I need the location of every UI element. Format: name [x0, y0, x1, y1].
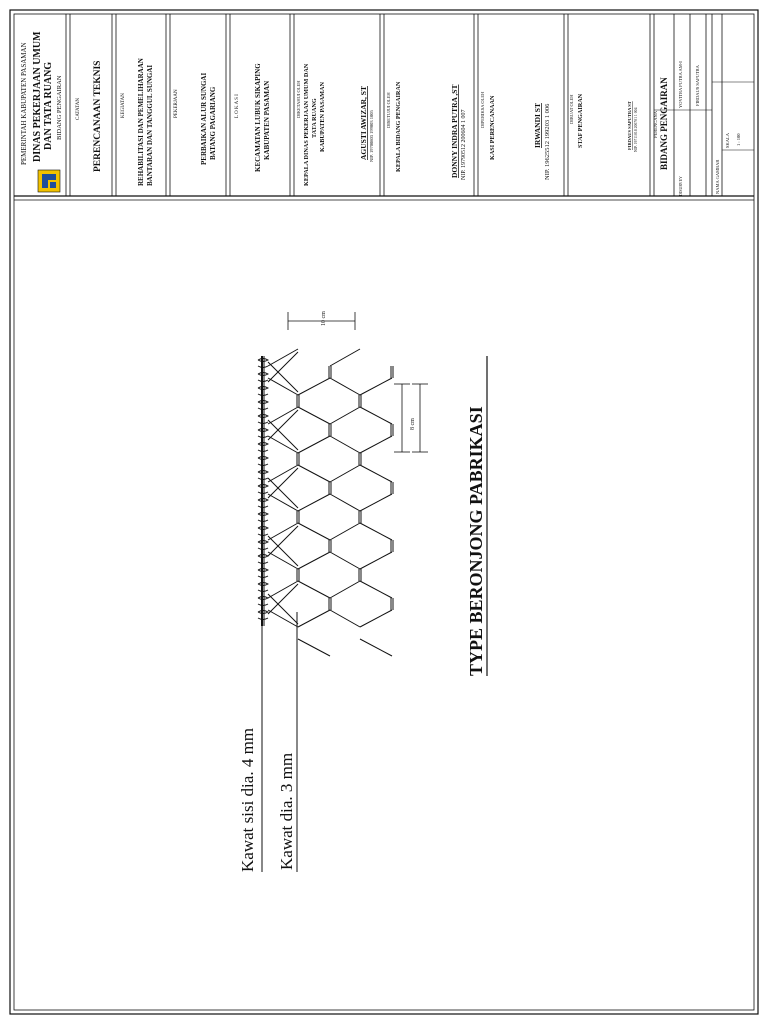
mesh-wire	[360, 494, 392, 511]
checked-name: IRWANDI ST	[533, 103, 542, 148]
dimension-mesh-width	[394, 384, 428, 452]
agreed-label: DISETUJUI OLEH	[386, 92, 391, 128]
mesh-wire	[298, 378, 330, 395]
made-title: STAF PENGAIRAN	[577, 93, 584, 148]
mesh-wire	[360, 378, 392, 395]
scale-label: SKALA	[725, 132, 730, 148]
gabion-mesh	[258, 349, 393, 656]
mesh-wire	[360, 407, 392, 424]
agency-name-line1: DINAS PEKERJAAN UMUM	[32, 31, 43, 162]
mesh-wire	[330, 378, 360, 395]
government-name: PEMERINTAH KABUPATEN PASAMAN	[20, 42, 28, 165]
mesh-wire	[298, 465, 330, 482]
mesh-wire	[360, 465, 392, 482]
mesh-wire	[268, 436, 298, 453]
caption-label: CATATAN	[76, 98, 81, 120]
made-label: DIBUAT OLEH	[569, 94, 574, 124]
planner-value: BIDANG PENGAIRAN	[659, 77, 669, 170]
mesh-wire	[268, 465, 298, 482]
made-name: FIRDAUS SAPUTRA ST	[627, 101, 632, 150]
work-label: PEKERJAAN	[174, 89, 179, 118]
agency-name-line2: DAN TATA RUANG	[43, 61, 54, 150]
mesh-wire	[268, 494, 298, 511]
mesh-wire	[298, 610, 330, 627]
mesh-wire	[298, 581, 330, 598]
mesh-wire	[330, 610, 360, 627]
mesh-wire	[330, 494, 360, 511]
mesh-wire	[360, 581, 392, 598]
location-line1: KECAMATAN LUBUK SIKAPING	[254, 63, 262, 172]
mesh-wire	[360, 552, 392, 569]
scale-value: 1 : 100	[736, 133, 741, 146]
mesh-wire	[360, 610, 392, 627]
hexagonal-mesh	[268, 349, 393, 656]
activity-label: KEGIATAN	[121, 93, 126, 118]
edge-wire-label: Kawat sisi dia. 4 mm	[238, 727, 257, 872]
title-block	[14, 14, 754, 200]
drawing-name-label: NAMA GAMBAR	[715, 159, 720, 194]
mesh-wire	[360, 436, 392, 453]
mesh-wire	[268, 552, 298, 569]
checked-nip: NIP. 19625512 199203 1 006	[544, 103, 551, 180]
approved-nip: NIP. 19700803 199003 1005	[369, 110, 374, 162]
dimension-mesh-height-label: 10 cm	[321, 311, 327, 326]
mesh-wire	[360, 639, 392, 656]
location-line2: KABUPATEN PASAMAN	[263, 80, 271, 160]
approved-title1: KEPALA DINAS PEKERJAAN UMUM DAN	[303, 63, 310, 186]
work-line2: BATANG PAGARIANG	[209, 86, 217, 160]
activity-line2: BANTARAN DAN TANGGUL SUNGAI	[146, 64, 154, 186]
mesh-wire	[360, 523, 392, 540]
mesh-wire	[298, 436, 330, 453]
activity-line1: REHABILITASI DAN PEMELIHARAAN	[137, 58, 145, 186]
mesh-wire	[298, 407, 330, 424]
surveyor-name1: YOVITRA PUTRA AM-I	[678, 61, 683, 108]
mesh-wire	[298, 639, 330, 656]
location-label: L O K A S I	[235, 94, 240, 118]
mesh-wire	[268, 407, 298, 424]
surveyor-name2: FIRDAUS SAPUTRA	[695, 65, 700, 106]
mesh-wire	[268, 610, 298, 627]
mesh-wire	[330, 523, 360, 540]
approved-name: AGUSTI AWIZAR, ST	[359, 86, 368, 160]
mesh-wire	[298, 523, 330, 540]
checked-title: KASI PERENCANAAN	[489, 95, 496, 160]
mesh-wire-label: Kawat dia. 3 mm	[277, 752, 296, 870]
checked-label: DIPERIKSA OLEH	[480, 91, 485, 128]
mesh-wire	[330, 349, 360, 366]
agency-logo	[38, 170, 60, 192]
caption-value: PERENCANAAN TEKNIS	[93, 60, 103, 172]
mesh-wire	[330, 581, 360, 598]
mesh-wire	[268, 581, 298, 598]
work-line1: PERBAIKAN ALUR SUNGAI	[200, 72, 208, 165]
mesh-wire	[268, 523, 298, 540]
division-name: BIDANG PENGAIRAN	[56, 75, 63, 140]
mesh-wire	[268, 378, 298, 395]
approved-title2: TATA RUANG	[311, 98, 318, 138]
mesh-wire	[330, 465, 360, 482]
mesh-wire	[268, 349, 298, 366]
agreed-name: DONNY INDRA PUTRA ,ST	[450, 84, 459, 178]
mesh-wire	[298, 494, 330, 511]
planner-label: PERENCANA	[653, 110, 658, 138]
mesh-wire	[330, 407, 360, 424]
made-nip: NIP. 19711018 200701 1 004	[634, 107, 638, 152]
dimension-mesh-width-label: 8 cm	[410, 418, 416, 430]
mesh-wire	[298, 552, 330, 569]
mesh-wire	[330, 436, 360, 453]
approved-title3: KABUPATEN PASAMAN	[319, 82, 326, 152]
surveyor-label: DISURVEY	[678, 176, 683, 196]
agreed-nip: NIP. 19790512 200604 1 007	[461, 109, 467, 180]
mesh-wire	[330, 552, 360, 569]
drawing-title: TYPE BERONJONG PABRIKASI	[466, 406, 486, 676]
agreed-title: KEPALA BIDANG PENGAIRAN	[395, 81, 402, 172]
approved-label: DIKETAHUI OLEH	[296, 80, 301, 118]
